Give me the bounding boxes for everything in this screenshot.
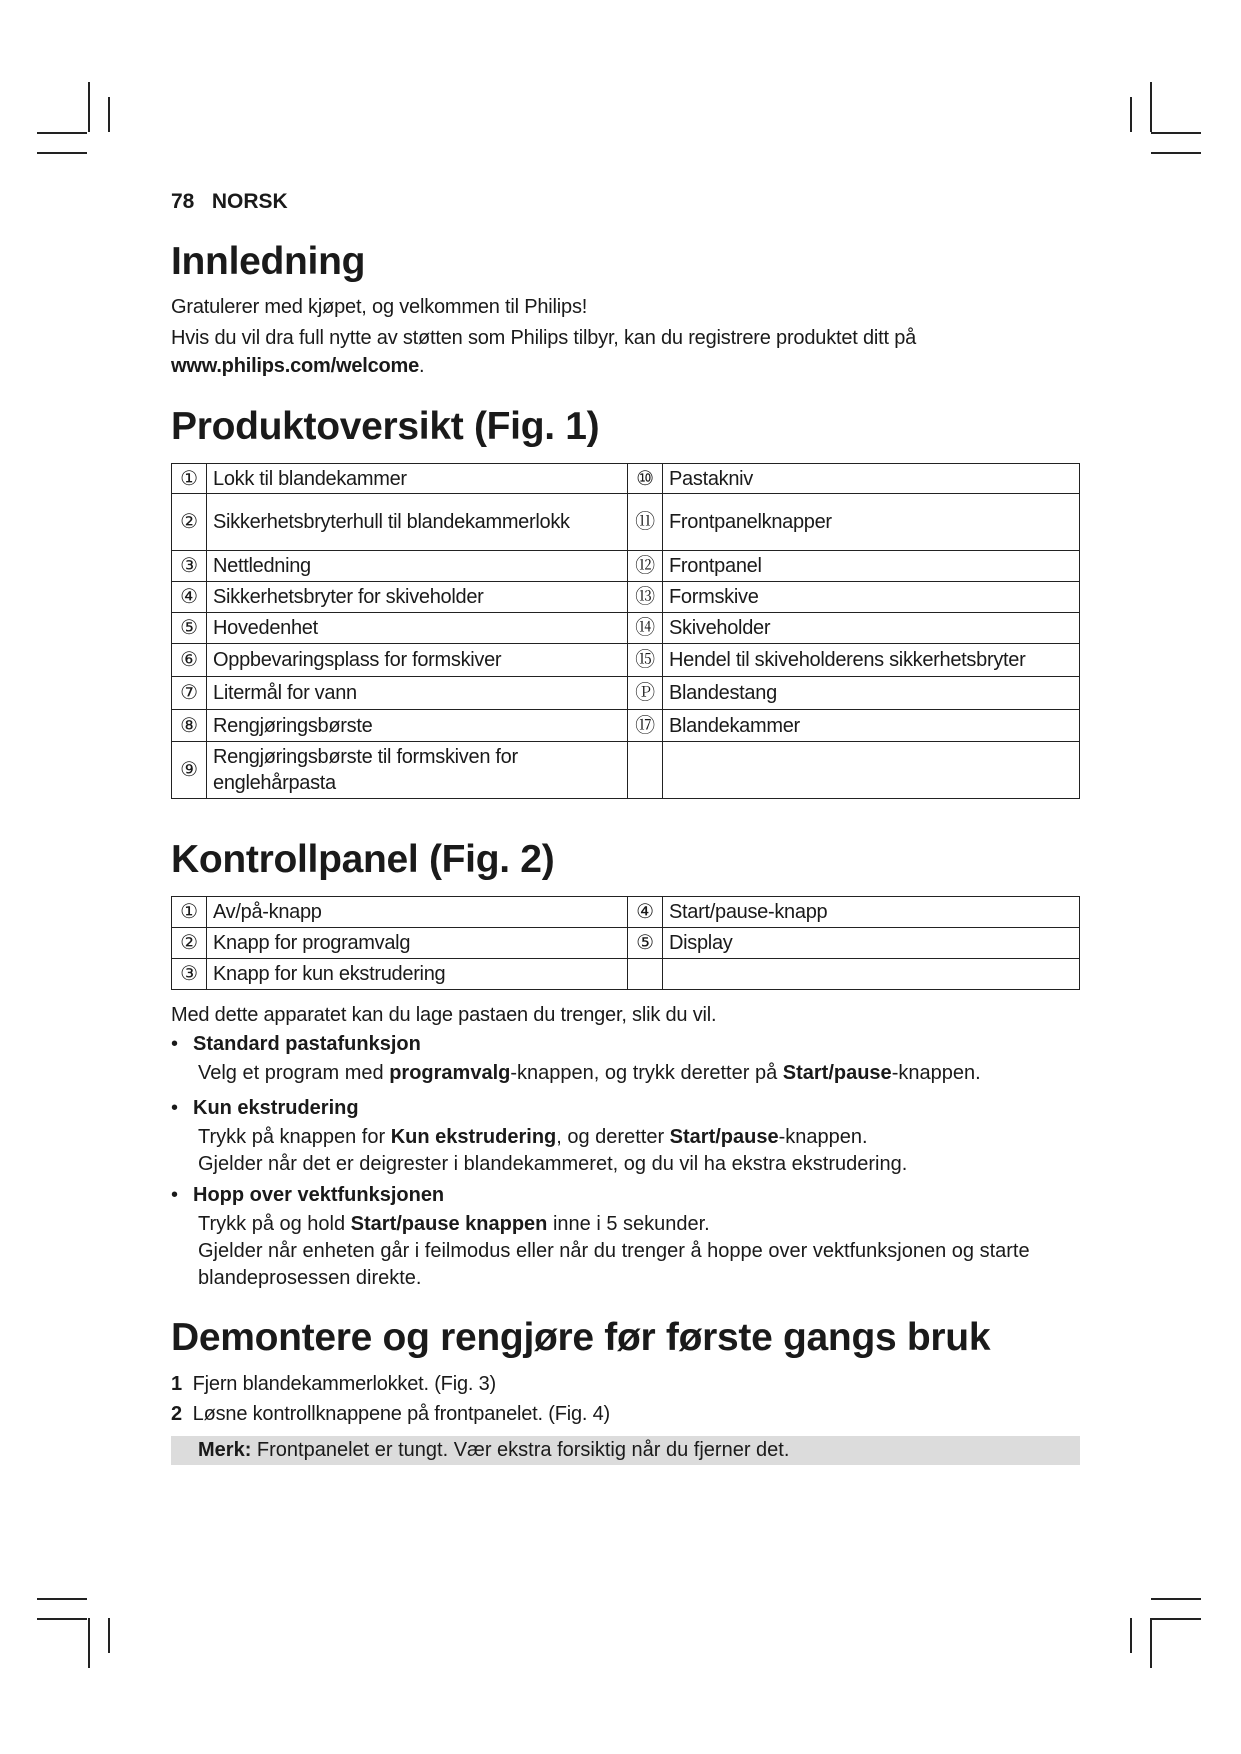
table-row (172, 464, 1080, 494)
note-label: Merk: (198, 1439, 252, 1461)
table-row (172, 897, 1080, 928)
item-label: Av/på-knapp (207, 897, 628, 928)
item-label: Blandekammer (663, 710, 1080, 742)
item-label: Sikkerhetsbryterhull til blandekammerlokk (207, 494, 628, 551)
item-number: ⑤ (172, 613, 207, 644)
item-number: ⑥ (172, 644, 207, 677)
punctuation: . (419, 355, 425, 377)
step-1 (171, 1370, 496, 1398)
page-header (171, 190, 288, 214)
bold-text: Start/pause knappen (350, 1213, 548, 1235)
disassemble-heading: Demontere og rengjøre før første gangs bruk (171, 1316, 991, 1359)
item-number: ② (172, 494, 207, 551)
bullet-title: Kun ekstrudering (193, 1097, 359, 1119)
crop-mark (88, 1618, 90, 1668)
bold-text: Start/pause (669, 1126, 779, 1148)
intro-heading: Innledning (171, 240, 366, 283)
bullet-icon: • (171, 1184, 179, 1206)
item-number: ⑩ (628, 464, 663, 494)
item-number: ⑤ (628, 928, 663, 959)
item-label: Frontpanelknapper (663, 494, 1080, 551)
language-label: NORSK (211, 190, 288, 213)
crop-mark (37, 132, 87, 134)
table-row (172, 710, 1080, 742)
item-label: Litermål for vann (207, 677, 628, 710)
text: Trykk på knappen for (198, 1126, 391, 1148)
item-label: Pastakniv (663, 464, 1080, 494)
item-label: Oppbevaringsplass for formskiver (207, 644, 628, 677)
step-2 (171, 1400, 610, 1428)
bullet-icon: • (171, 1097, 179, 1119)
crop-mark (1151, 1598, 1201, 1600)
crop-mark (1130, 97, 1132, 132)
crop-mark (1150, 82, 1152, 132)
item-number: ② (172, 928, 207, 959)
item-number: ⑫ (628, 551, 663, 582)
bullet-instruction (198, 1211, 1098, 1238)
intro-line-1: Gratulerer med kjøpet, og velkommen til Philips! (171, 296, 588, 318)
bullet-note: Gjelder når enheten går i feilmodus eller når du trenger å hoppe over vektfunksjonen og starte blandeprosessen direkte. (198, 1240, 1030, 1289)
table-row (172, 677, 1080, 710)
bullet-instruction (198, 1060, 1098, 1087)
table-row (172, 494, 1080, 551)
item-label (663, 742, 1080, 799)
control-intro: Med dette apparatet kan du lage pastaen du trenger, slik du vil. (171, 1004, 717, 1026)
item-label: Nettledning (207, 551, 628, 582)
table-row (172, 644, 1080, 677)
crop-mark (108, 1618, 110, 1653)
item-label: Start/pause-knapp (663, 897, 1080, 928)
crop-mark (37, 152, 87, 154)
bullet-icon: • (171, 1033, 179, 1055)
item-number: ① (172, 897, 207, 928)
text: -knappen. (778, 1126, 868, 1148)
item-number (628, 959, 663, 990)
table-row (172, 551, 1080, 582)
intro-line-2-text: Hvis du vil dra full nytte av støtten som Philips tilbyr, kan du registrere produktet ditt på (171, 327, 917, 349)
item-label (663, 959, 1080, 990)
product-overview-table (171, 463, 1080, 799)
item-label: Skiveholder (663, 613, 1080, 644)
item-number: ⑬ (628, 582, 663, 613)
note-box (171, 1436, 1080, 1465)
table-row (172, 742, 1080, 799)
crop-mark (1150, 1618, 1152, 1668)
text: -knappen. (891, 1062, 981, 1084)
table-row (172, 959, 1080, 990)
intro-line-2 (171, 324, 1071, 380)
item-number: ⑨ (172, 742, 207, 799)
item-label: Display (663, 928, 1080, 959)
bullet-title: Hopp over vektfunksjonen (193, 1184, 445, 1206)
item-number: ④ (172, 582, 207, 613)
crop-mark (37, 1618, 87, 1620)
philips-link[interactable]: www.philips.com/welcome (171, 355, 420, 377)
crop-mark (88, 82, 90, 132)
item-number: Ⓟ (628, 677, 663, 710)
item-label: Knapp for programvalg (207, 928, 628, 959)
item-label: Knapp for kun ekstrudering (207, 959, 628, 990)
item-label: Blandestang (663, 677, 1080, 710)
bullet-instruction (198, 1124, 1098, 1151)
item-number: ① (172, 464, 207, 494)
bullet-title: Standard pastafunksjon (193, 1033, 421, 1055)
table-row (172, 613, 1080, 644)
item-number: ④ (628, 897, 663, 928)
item-number: ⑪ (628, 494, 663, 551)
bold-text: programvalg (389, 1062, 511, 1084)
item-label: Hovedenhet (207, 613, 628, 644)
crop-mark (1151, 132, 1201, 134)
item-label: Frontpanel (663, 551, 1080, 582)
step-number: 1 (171, 1373, 182, 1395)
crop-mark (37, 1598, 87, 1600)
step-text: Fjern blandekammerlokket. (Fig. 3) (192, 1373, 496, 1395)
step-text: Løsne kontrollknappene på frontpanelet. (Fig. 4) (192, 1403, 610, 1425)
control-panel-table (171, 896, 1080, 990)
crop-mark (1151, 152, 1201, 154)
item-number: ③ (172, 551, 207, 582)
crop-mark (1151, 1618, 1201, 1620)
crop-mark (1130, 1618, 1132, 1653)
note-text: Frontpanelet er tungt. Vær ekstra forsiktig når du fjerner det. (251, 1439, 790, 1461)
bold-text: Kun ekstrudering (390, 1126, 557, 1148)
text: -knappen, og trykk deretter på (510, 1062, 783, 1084)
item-number: ③ (172, 959, 207, 990)
step-number: 2 (171, 1403, 182, 1425)
crop-mark (108, 97, 110, 132)
item-number: ⑧ (172, 710, 207, 742)
text: , og deretter (556, 1126, 670, 1148)
text: Trykk på og hold (198, 1213, 351, 1235)
item-number: ⑰ (628, 710, 663, 742)
table-row (172, 928, 1080, 959)
table-row (172, 582, 1080, 613)
item-label: Rengjøringsbørste (207, 710, 628, 742)
item-label: Hendel til skiveholderens sikkerhetsbryter (663, 644, 1080, 677)
bold-text: Start/pause (782, 1062, 892, 1084)
item-number: ⑭ (628, 613, 663, 644)
item-label: Sikkerhetsbryter for skiveholder (207, 582, 628, 613)
overview-heading: Produktoversikt (Fig. 1) (171, 405, 600, 448)
item-label: Rengjøringsbørste til formskiven for englehårpasta (207, 742, 628, 799)
item-number (628, 742, 663, 799)
item-number: ⑮ (628, 644, 663, 677)
bullet-note: Gjelder når det er deigrester i blandekammeret, og du vil ha ekstra ekstrudering. (198, 1153, 908, 1175)
text: inne i 5 sekunder. (547, 1213, 710, 1235)
page-number: 78 (171, 190, 195, 213)
control-heading: Kontrollpanel (Fig. 2) (171, 838, 555, 881)
item-number: ⑦ (172, 677, 207, 710)
item-label: Formskive (663, 582, 1080, 613)
item-label: Lokk til blandekammer (207, 464, 628, 494)
text: Velg et program med (198, 1062, 390, 1084)
